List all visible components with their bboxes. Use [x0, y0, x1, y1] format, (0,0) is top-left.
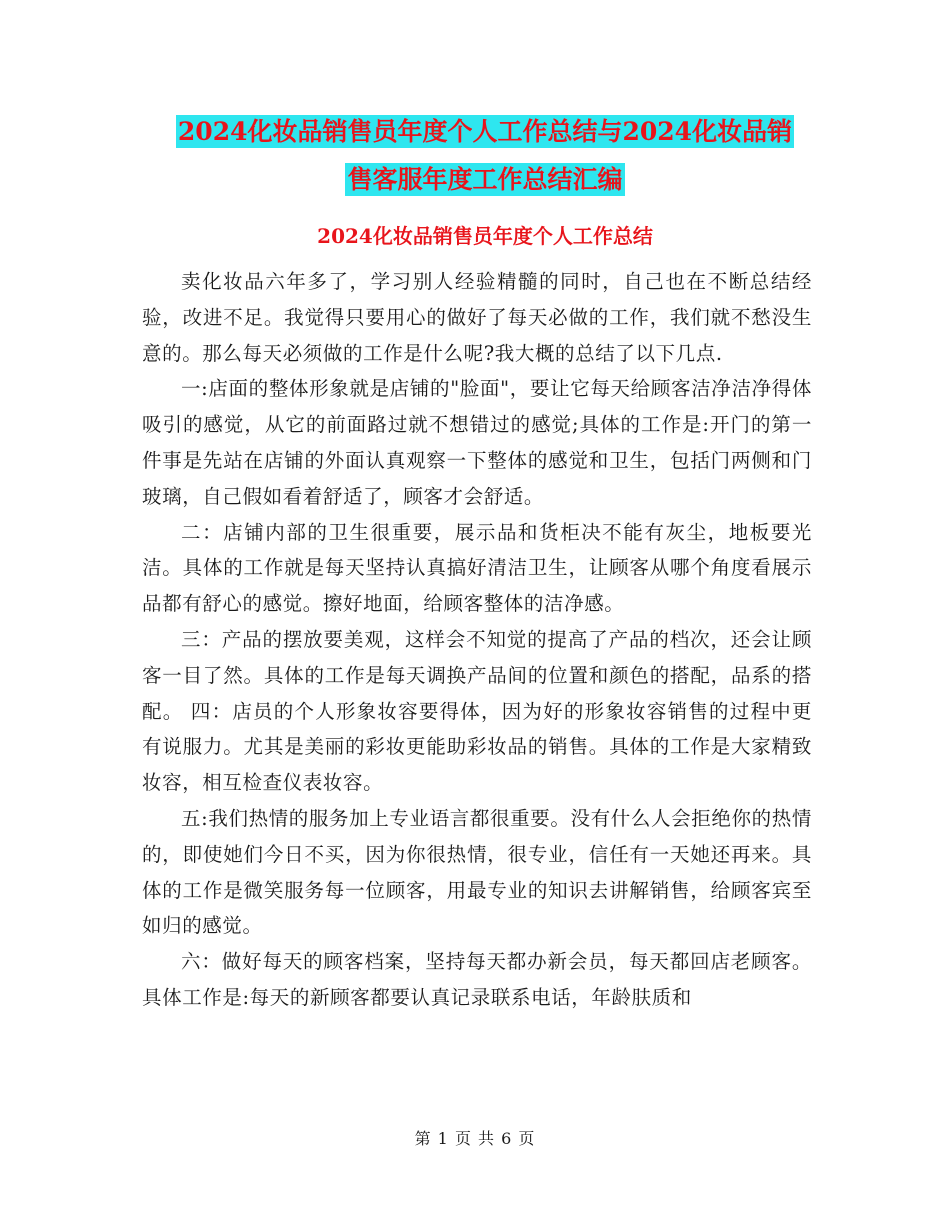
- document-title-line-2: 售客服年度工作总结汇编: [347, 165, 623, 194]
- document-body: [142, 264, 812, 1016]
- paragraph: 一:店面的整体形象就是店铺的"脸面"，要让它每天给顾客洁净洁净得体吸引的感觉，从它的前面路过就不想错过的感觉;具体的工作是:开门的第一件事是先站在店铺的外面认真观察一下整体的感觉和卫生，包括门两侧和门玻璃，自己假如看着舒适了，顾客才会舒适。: [142, 377, 812, 508]
- paragraph: 三：产品的摆放要美观，这样会不知觉的提高了产品的档次，还会让顾客一目了然。具体的工作是每天调换产品间的位置和颜色的搭配，品系的搭配。 四：店员的个人形象妆容要得体，因为好的形象妆容销售的过程中更有说服力。尤其是美丽的彩妆更能助彩妆品的销售。具体的工作是大家精致妆容，相互检查仪表妆容。: [142, 627, 812, 795]
- paragraph: 二：店铺内部的卫生很重要，展示品和货柜决不能有灰尘，地板要光洁。具体的工作就是每天坚持认真搞好清洁卫生，让顾客从哪个角度看展示品都有舒心的感觉。擦好地面，给顾客整体的洁净感。: [142, 520, 812, 616]
- document-title-line-1: 2024化妆品销售员年度个人工作总结与2024化妆品销: [177, 117, 793, 146]
- section-title: 2024化妆品销售员年度个人工作总结: [317, 224, 653, 248]
- paragraph: 卖化妆品六年多了，学习别人经验精髓的同时，自己也在不断总结经验，改进不足。我觉得只要用心的做好了每天必做的工作，我们就不愁没生意的。那么每天必须做的工作是什么呢?我大概的总结了以下几点.: [142, 270, 812, 365]
- page-footer: 第 1 页 共 6 页: [414, 1129, 536, 1148]
- document-title: [140, 108, 830, 204]
- paragraph: 五:我们热情的服务加上专业语言都很重要。没有什么人会拒绝你的热情的，即使她们今日不买，因为你很热情，很专业，信任有一天她还再来。具体的工作是微笑服务每一位顾客，用最专业的知识去讲解销售，给顾客宾至如归的感觉。: [142, 806, 812, 938]
- paragraph: 六：做好每天的顾客档案，坚持每天都办新会员，每天都回店老顾客。具体工作是:每天的新顾客都要认真记录联系电话，年龄肤质和: [142, 950, 812, 1009]
